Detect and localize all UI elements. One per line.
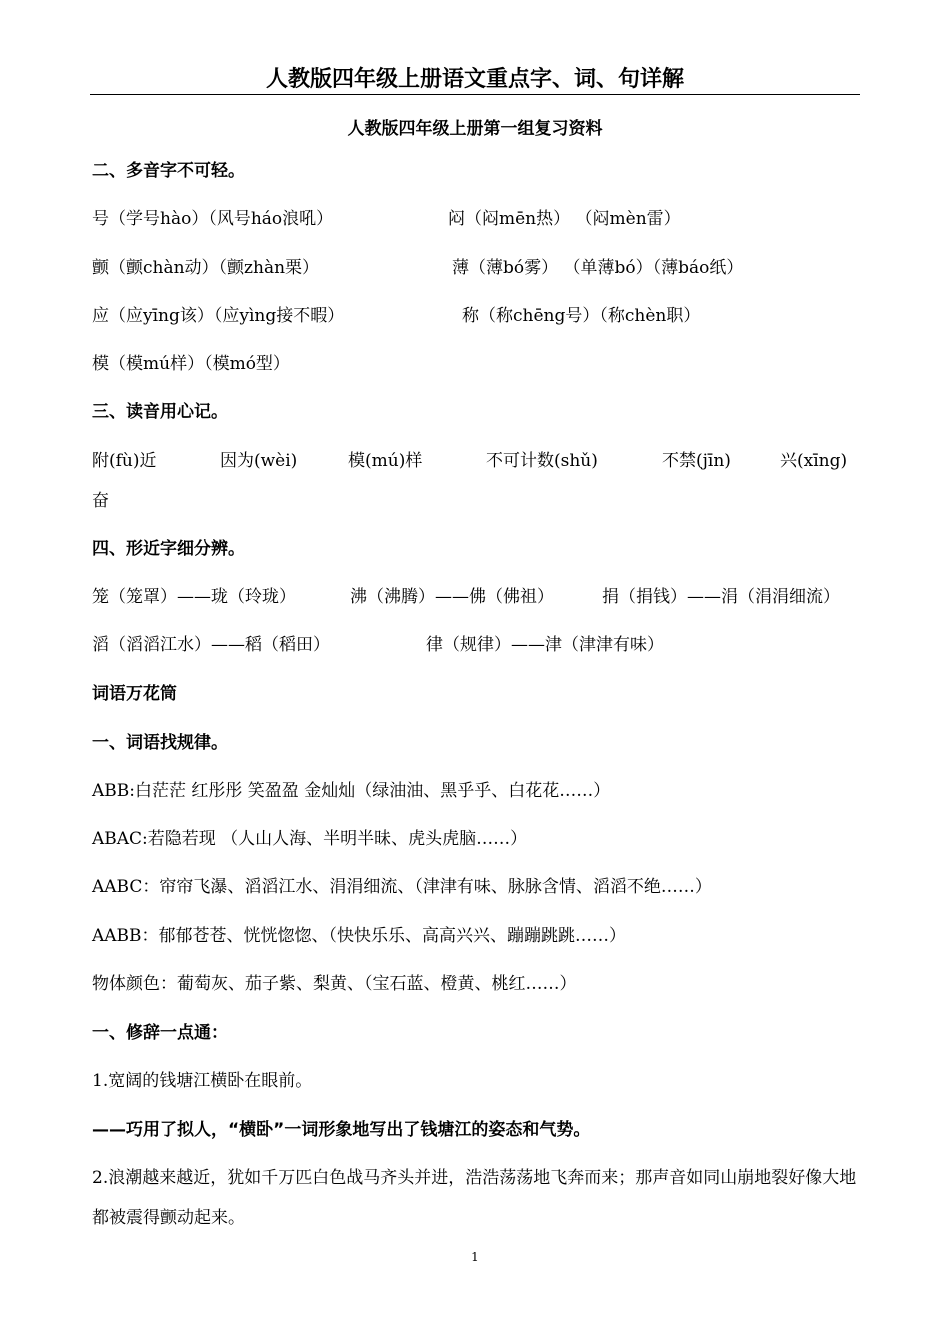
similar-chars-pair: 沸（沸腾）——佛（佛祖） xyxy=(350,587,554,607)
word-pattern-line: ABB:白茫茫 红彤彤 笑盈盈 金灿灿（绿油油、黑乎乎、白花花……） xyxy=(92,781,611,801)
pronunciation-item: 模(mú)样 xyxy=(348,451,423,471)
polyphonic-row-2-left: 颤（颤chàn动）（颤zhàn栗） xyxy=(92,258,320,278)
document-header-title: 人教版四年级上册语文重点字、词、句详解 xyxy=(265,67,684,92)
document-subtitle: 人教版四年级上册第一组复习资料 xyxy=(347,119,603,139)
pronunciation-continuation: 奋 xyxy=(92,491,109,511)
section-heading-kaleidoscope: 词语万花筒 xyxy=(92,684,177,704)
similar-chars-pair: 笼（笼罩）——珑（玲珑） xyxy=(92,587,296,607)
word-pattern-line: AABB：郁郁苍苍、恍恍惚惚、（快快乐乐、高高兴兴、蹦蹦跳跳……） xyxy=(92,926,627,946)
polyphonic-row-1-right: 闷（闷mēn热） （闷mèn雷） xyxy=(448,209,681,229)
rhetoric-example-1: 1.宽阔的钱塘江横卧在眼前。 xyxy=(92,1071,313,1091)
polyphonic-row-4-left: 模（模mú样）（模mó型） xyxy=(92,354,290,374)
rhetoric-example-2: 2.浪潮越来越近，犹如千万匹白色战马齐头并进，浩浩荡荡地飞奔而来；那声音如同山崩地裂好像大地都被震得颤动起来。 xyxy=(92,1168,857,1228)
pronunciation-item: 兴(xīng) xyxy=(780,451,848,471)
pronunciation-item: 不可计数(shǔ) xyxy=(486,451,598,471)
polyphonic-row-1-left: 号（学号hào）（风号háo浪吼） xyxy=(92,209,334,229)
section-heading-rhetoric: 一、修辞一点通： xyxy=(92,1023,228,1043)
word-pattern-line: AABC：帘帘飞瀑、滔滔江水、涓涓细流、（津津有味、脉脉含情、滔滔不绝……） xyxy=(92,877,712,897)
polyphonic-row-2-right: 薄（薄bó雾） （单薄bó）（薄báo纸） xyxy=(452,258,744,278)
page-number: 1 xyxy=(471,1250,479,1264)
section-heading-polyphonic: 二、多音字不可轻。 xyxy=(92,161,245,181)
pronunciation-item: 因为(wèi) xyxy=(220,451,298,471)
section-heading-pronunciation: 三、读音用心记。 xyxy=(92,402,228,422)
pronunciation-item: 不禁(jīn) xyxy=(662,451,731,471)
word-pattern-line: ABAC:若隐若现 （人山人海、半明半昧、虎头虎脑……） xyxy=(92,829,528,849)
pronunciation-item: 附(fù)近 xyxy=(92,451,157,471)
similar-chars-pair: 律（规律）——津（津津有味） xyxy=(426,635,664,655)
similar-chars-pair: 捐（捐钱）——涓（涓涓细流） xyxy=(602,587,840,607)
subheading-word-patterns: 一、词语找规律。 xyxy=(92,733,228,753)
section-heading-similar-chars: 四、形近字细分辨。 xyxy=(92,539,245,559)
header-rule xyxy=(90,94,860,95)
polyphonic-row-3-left: 应（应yīng该）（应yìng接不暇） xyxy=(92,306,345,326)
word-pattern-line: 物体颜色：葡萄灰、茄子紫、梨黄、（宝石蓝、橙黄、桃红……） xyxy=(92,974,577,994)
rhetoric-analysis-1: ——巧用了拟人，“横卧”一词形象地写出了钱塘江的姿态和气势。 xyxy=(92,1120,591,1140)
polyphonic-row-3-right: 称（称chēng号）（称chèn职） xyxy=(462,306,701,326)
similar-chars-pair: 滔（滔滔江水）——稻（稻田） xyxy=(92,635,330,655)
